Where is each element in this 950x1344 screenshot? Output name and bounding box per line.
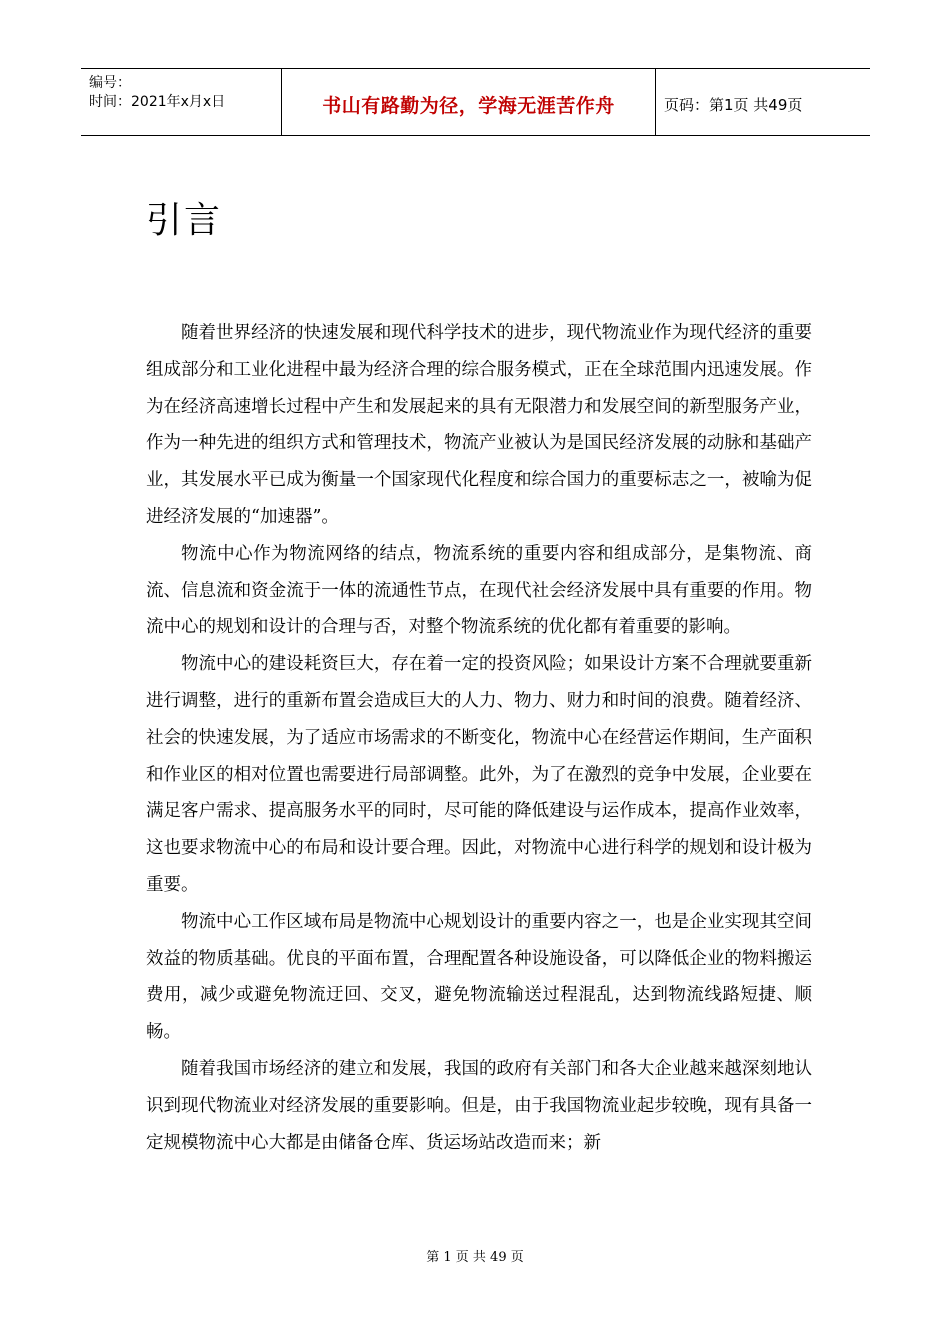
- number-label: 编号：: [89, 75, 131, 91]
- page-header: [81, 68, 870, 136]
- paragraph: 随着世界经济的快速发展和现代科学技术的进步，现代物流业作为现代经济的重要组成部分和工业化进程中最为经济合理的综合服务模式，正在全球范围内迅速发展。作为在经济高速增长过程中产生和发展起来的具有无限潜力和发展空间的新型服务产业，作为一种先进的组织方式和管理技术，物流产业被认为是国民经济发展的动脉和基础产业，其发展水平已成为衡量一个国家现代化程度和综合国力的重要标志之一，被喻为促进经济发展的“加速器”。: [146, 323, 812, 527]
- header-page-label: 页码：第1页 共49页: [664, 95, 803, 114]
- header-meta: [81, 69, 282, 135]
- header-motto: 书山有路勤为径，学海无涯苦作舟: [282, 69, 656, 135]
- paragraph: 物流中心的建设耗资巨大，存在着一定的投资风险；如果设计方案不合理就要重新进行调整，进行的重新布置会造成巨大的人力、物力、财力和时间的浪费。随着经济、社会的快速发展，为了适应市场需求的不断变化，物流中心在经营运作期间，生产面积和作业区的相对位置也需要进行局部调整。此外，为了在激烈的竞争中发展，企业要在满足客户需求、提高服务水平的同时，尽可能的降低建设与运作成本，提高作业效率，这也要求物流中心的布局和设计要合理。因此，对物流中心进行科学的规划和设计极为重要。: [146, 654, 812, 895]
- paragraph: 随着我国市场经济的建立和发展，我国的政府有关部门和各大企业越来越深刻地认识到现代物流业对经济发展的重要影响。但是，由于我国物流业起步较晚，现有具备一定规模物流中心大都是由储备仓库、货运场站改造而来；新: [146, 1058, 812, 1153]
- page-footer: 第 1 页 共 49 页: [426, 1250, 524, 1265]
- paragraph: 物流中心工作区域布局是物流中心规划设计的重要内容之一，也是企业实现其空间效益的物质基础。优良的平面布置，合理配置各种设施设备，可以降低企业的物料搬运费用，减少或避免物流迂回、交叉，避免物流输送过程混乱，达到物流线路短捷、顺畅。: [146, 911, 812, 1043]
- date-label: 时间：2021年x月x日: [89, 94, 226, 110]
- paragraph: 物流中心作为物流网络的结点，物流系统的重要内容和组成部分，是集物流、商流、信息流和资金流于一体的流通性节点，在现代社会经济发展中具有重要的作用。物流中心的规划和设计的合理与否，对整个物流系统的优化都有着重要的影响。: [146, 543, 812, 638]
- page-title: 引言: [146, 200, 223, 241]
- body-text: [146, 315, 812, 1161]
